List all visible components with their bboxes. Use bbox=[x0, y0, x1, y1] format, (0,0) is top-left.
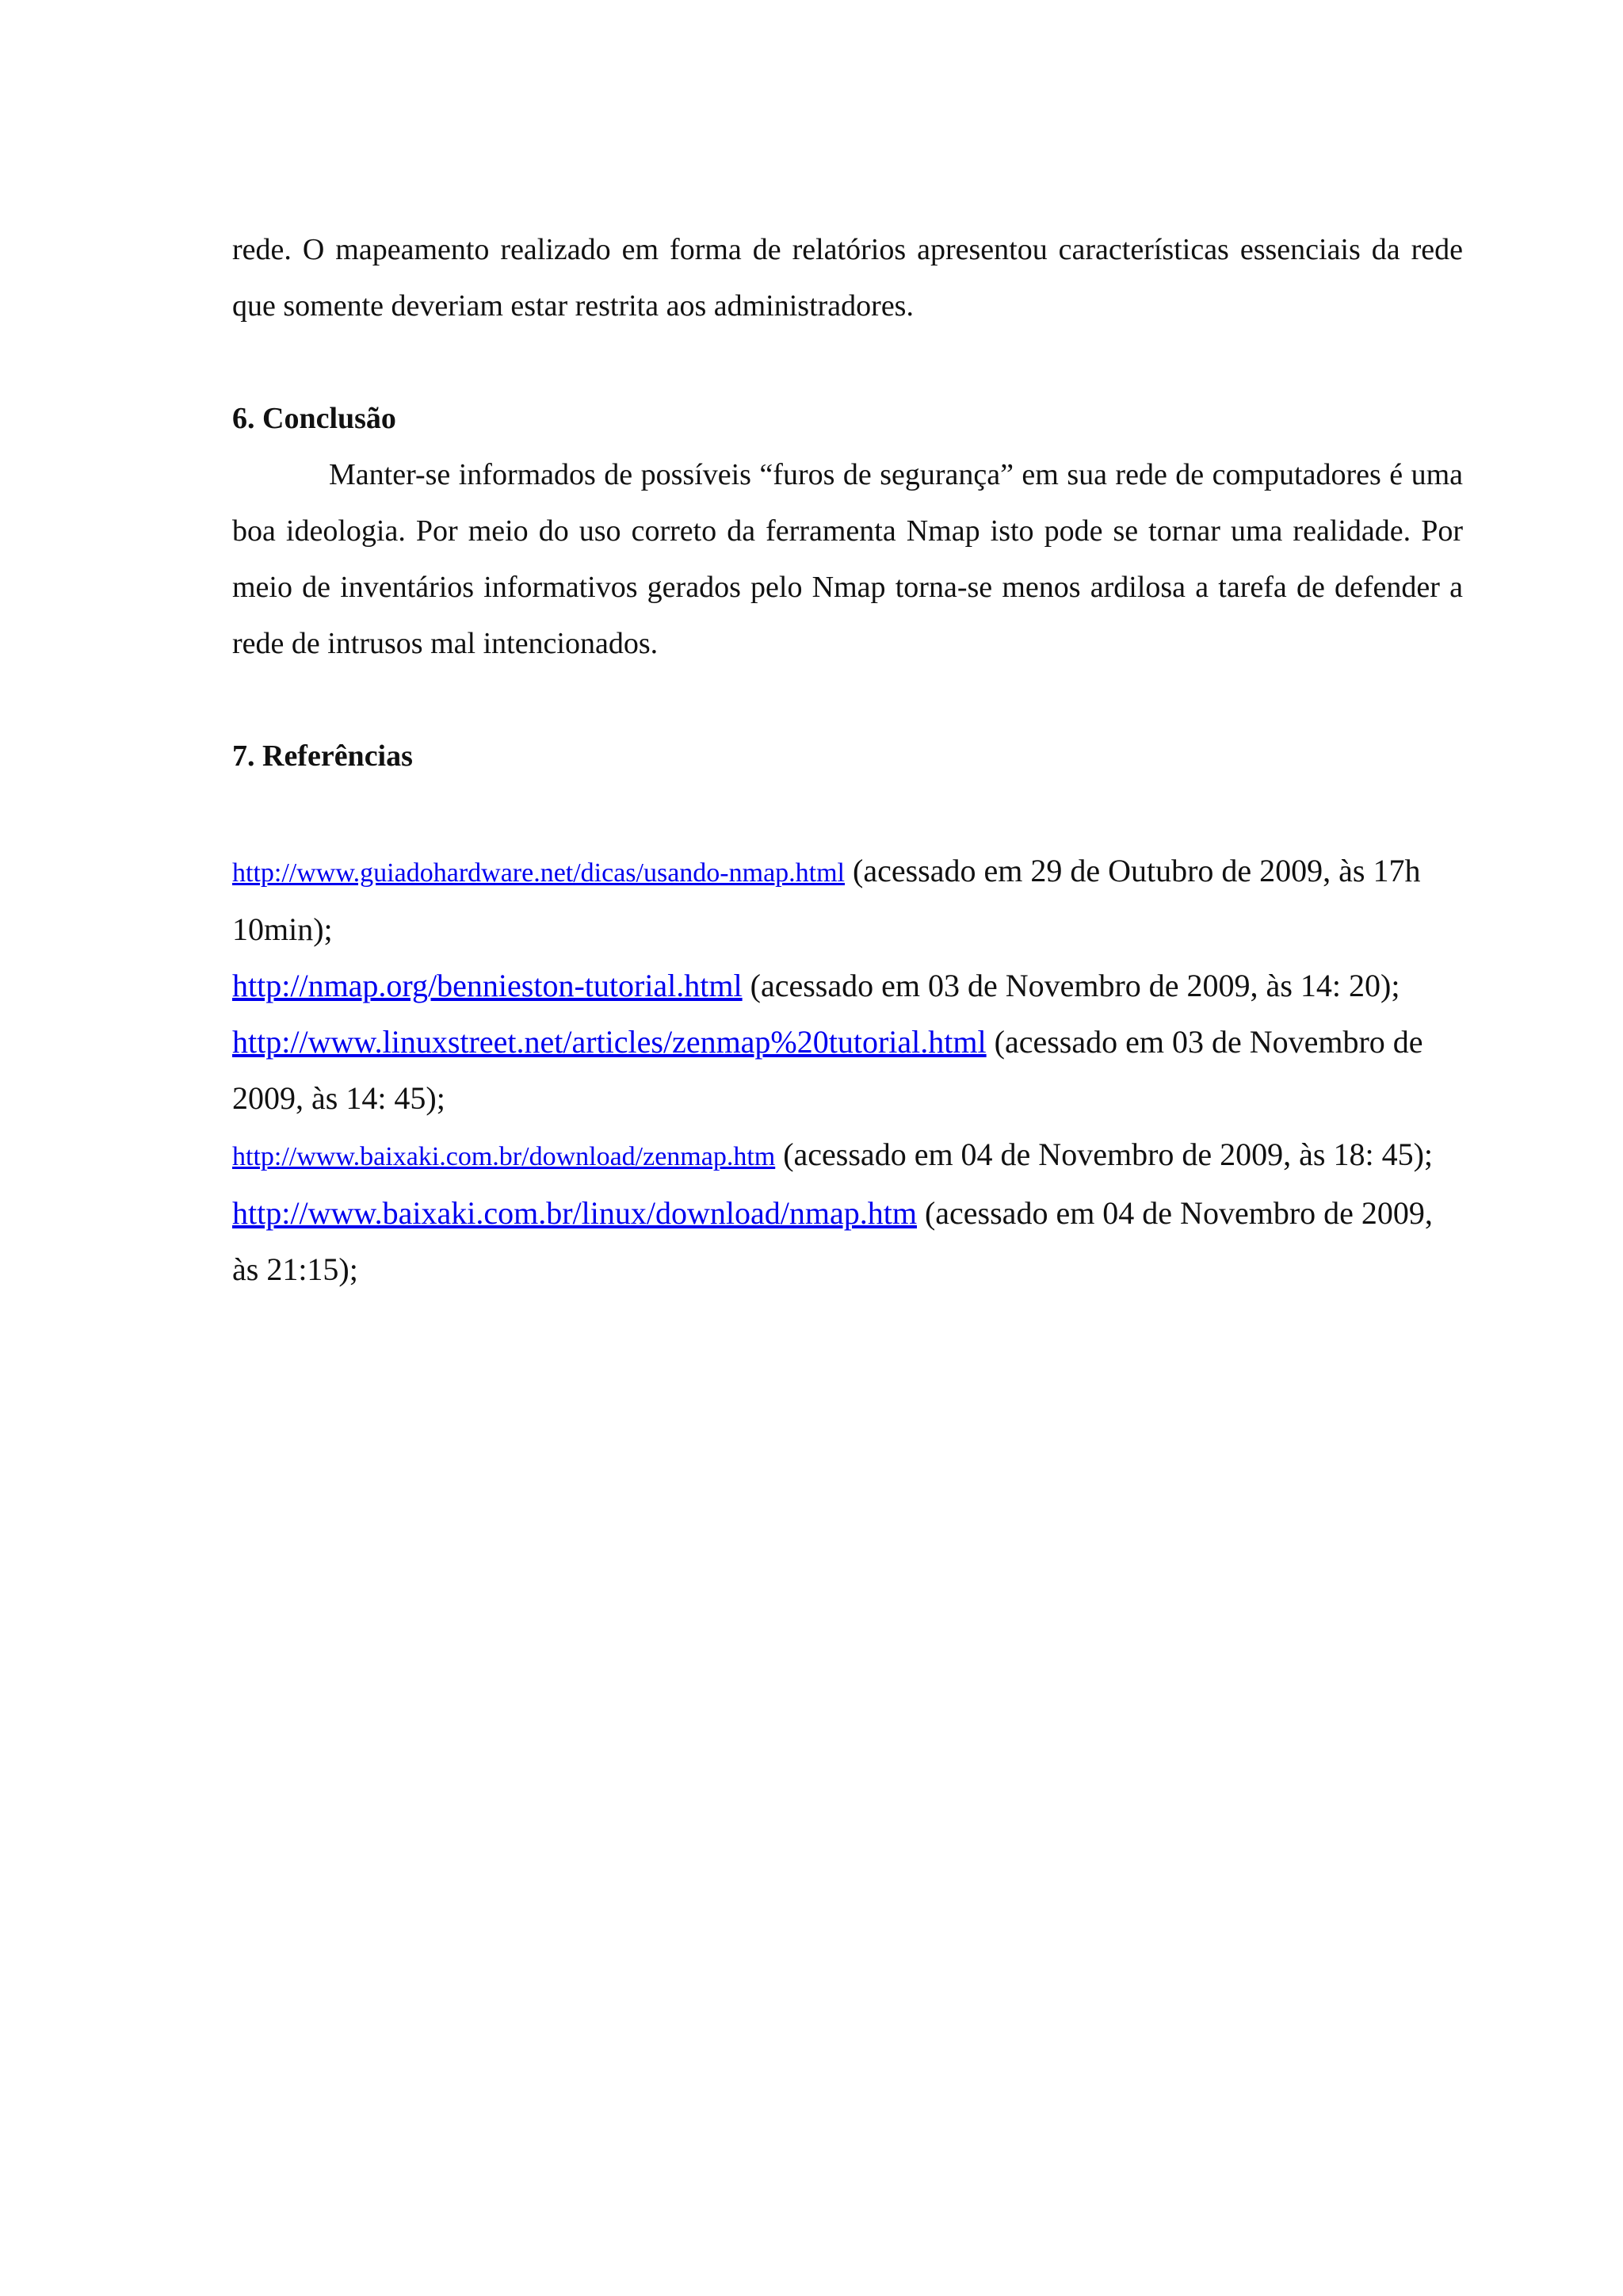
references-list bbox=[232, 842, 1463, 1297]
spacer bbox=[232, 334, 1463, 391]
references-heading: 7. Referências bbox=[232, 739, 413, 773]
document-body bbox=[232, 222, 1463, 1297]
intro-paragraph: rede. O mapeamento realizado em forma de relatórios apresentou características essenciais da rede que somente deveriam estar restrita aos administradores. bbox=[232, 233, 1463, 323]
reference-item bbox=[232, 1014, 1463, 1126]
reference-link[interactable]: http://www.linuxstreet.net/articles/zenmap%20tutorial.html bbox=[232, 1024, 987, 1060]
reference-link[interactable]: http://www.baixaki.com.br/linux/download/nmap.htm bbox=[232, 1195, 917, 1231]
reference-link[interactable]: http://www.guiadohardware.net/dicas/usando-nmap.html bbox=[232, 858, 846, 888]
reference-link[interactable]: http://nmap.org/bennieston-tutorial.html bbox=[232, 968, 743, 1003]
spacer bbox=[232, 672, 1463, 728]
reference-item bbox=[232, 1126, 1463, 1185]
spacer bbox=[232, 785, 1463, 842]
reference-note: (acessado em 03 de Novembro de 2009, às 14: 20); bbox=[742, 968, 1400, 1003]
reference-item bbox=[232, 842, 1463, 957]
reference-note: (acessado em 29 de Outubro de 2009, às 17h 10min); bbox=[232, 853, 1421, 947]
reference-note: (acessado em 03 de Novembro de 2009, às 14: 45); bbox=[232, 1024, 1423, 1116]
reference-link[interactable]: http://www.baixaki.com.br/download/zenmap.htm bbox=[232, 1142, 776, 1171]
reference-note: (acessado em 04 de Novembro de 2009, às 18: 45); bbox=[775, 1137, 1434, 1172]
reference-note: (acessado em 04 de Novembro de 2009, às 21:15); bbox=[232, 1195, 1433, 1287]
reference-item bbox=[232, 957, 1463, 1014]
conclusion-heading: 6. Conclusão bbox=[232, 402, 396, 435]
conclusion-paragraph: Manter-se informados de possíveis “furos de segurança” em sua rede de computadores é uma boa ideologia. Por meio do uso correto da ferramenta Nmap isto pode se tornar uma realidade. Por meio de inventários informativos gerados pelo Nmap torna-se menos ardilosa a tarefa de defender a rede de intrusos mal intencionados. bbox=[232, 458, 1463, 660]
reference-item bbox=[232, 1185, 1463, 1297]
